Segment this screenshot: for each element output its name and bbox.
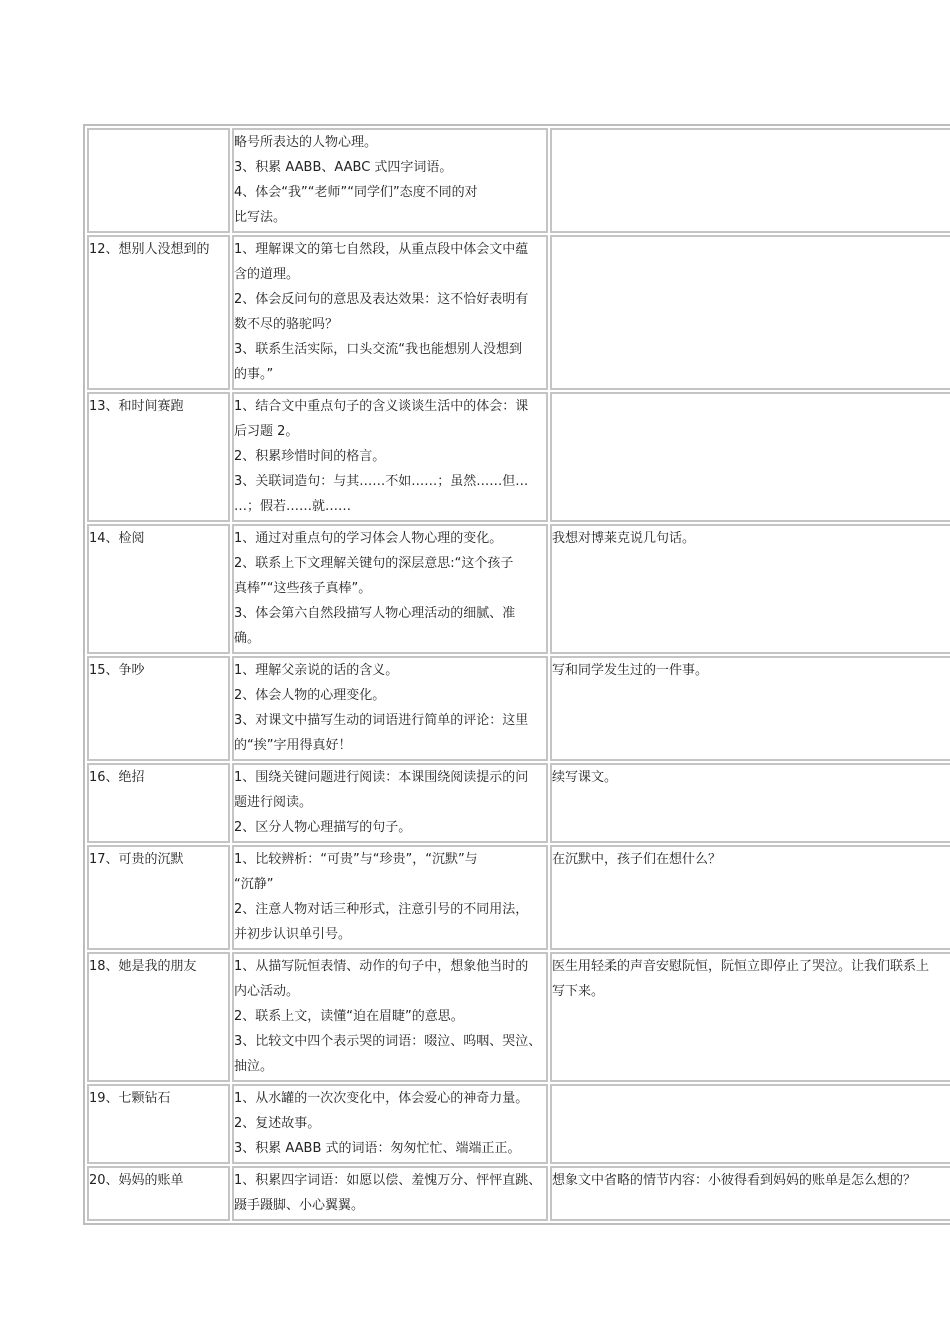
goal-line: 数不尽的骆驼吗？ — [234, 317, 339, 332]
learning-goals-cell — [232, 952, 548, 1082]
goal-line: 1、围绕关键问题进行阅读：本课围绕阅读提示的问 — [234, 770, 529, 785]
lesson-title-cell — [87, 952, 230, 1082]
goal-line: 2、联系上文，读懂“迫在眉睫”的意思。 — [234, 1009, 464, 1024]
lesson-title: 20、妈妈的账单 — [89, 1173, 184, 1188]
goal-line: 略号所表达的人物心理。 — [234, 135, 378, 150]
lesson-title: 15、争吵 — [89, 663, 145, 678]
writing-task-cell — [550, 1166, 950, 1221]
goal-line: 1、理解课文的第七自然段，从重点段中体会文中蕴 — [234, 242, 529, 257]
goal-line: …；假若……就…… — [234, 499, 352, 514]
learning-goals-cell — [232, 1084, 548, 1164]
lesson-title-cell — [87, 128, 230, 233]
lesson-title: 19、七颗钻石 — [89, 1091, 171, 1106]
goal-line: 1、结合文中重点句子的含义谈谈生活中的体会：课 — [234, 399, 529, 414]
goal-line: 4、体会“我”“老师”“同学们”态度不同的对 — [234, 185, 478, 200]
goal-line: 3、体会第六自然段描写人物心理活动的细腻、准 — [234, 606, 516, 621]
goal-line: 1、从描写阮恒表情、动作的句子中，想象他当时的 — [234, 959, 529, 974]
writing-task-cell — [550, 763, 950, 843]
lesson-title: 18、她是我的朋友 — [89, 959, 197, 974]
goal-line: 含的道理。 — [234, 267, 300, 282]
goal-line: 1、积累四字词语：如愿以偿、羞愧万分、怦怦直跳、 — [234, 1173, 542, 1188]
table-row — [87, 128, 950, 233]
goal-line: “沉静” — [234, 877, 274, 892]
lesson-title-cell — [87, 763, 230, 843]
lesson-title-cell — [87, 845, 230, 950]
learning-goals-cell — [232, 524, 548, 654]
writing-task-cell — [550, 128, 950, 233]
learning-goals-cell — [232, 235, 548, 390]
goal-line: 内心活动。 — [234, 984, 300, 999]
lesson-title-cell — [87, 235, 230, 390]
goal-line: 2、区分人物心理描写的句子。 — [234, 820, 412, 835]
task-line: 写和同学发生过的一件事。 — [552, 663, 709, 678]
learning-goals-cell — [232, 763, 548, 843]
table-body — [87, 128, 950, 1221]
writing-task-cell — [550, 524, 950, 654]
goal-line: 3、关联词造句：与其……不如……；虽然……但… — [234, 474, 529, 489]
goal-line: 1、比较辨析：“可贵”与“珍贵”，“沉默”与 — [234, 852, 478, 867]
table-row — [87, 952, 950, 1082]
lesson-title: 16、绝招 — [89, 770, 145, 785]
table-row — [87, 392, 950, 522]
task-line: 我想对博莱克说几句话。 — [552, 531, 696, 546]
writing-task-cell — [550, 952, 950, 1082]
lesson-title-cell — [87, 392, 230, 522]
lesson-title-cell — [87, 656, 230, 761]
goal-line: 3、积累 AABB 式的词语：匆匆忙忙、端端正正。 — [234, 1141, 521, 1156]
writing-task-cell — [550, 235, 950, 390]
writing-task-cell — [550, 1084, 950, 1164]
lesson-title: 13、和时间赛跑 — [89, 399, 184, 414]
goal-line: 真棒”“这些孩子真棒”。 — [234, 581, 372, 596]
task-line: 在沉默中，孩子们在想什么？ — [552, 852, 722, 867]
table-row — [87, 763, 950, 843]
task-line: 续写课文。 — [552, 770, 618, 785]
goal-line: 的“挨”字用得真好！ — [234, 738, 352, 753]
learning-goals-cell — [232, 392, 548, 522]
learning-goals-cell — [232, 845, 548, 950]
table-row — [87, 656, 950, 761]
table-row — [87, 524, 950, 654]
lesson-title: 12、想别人没想到的 — [89, 242, 210, 257]
task-line: 写下来。 — [552, 984, 605, 999]
goal-line: 3、积累 AABB、AABC 式四字词语。 — [234, 160, 453, 175]
goal-line: 比写法。 — [234, 210, 287, 225]
learning-goals-cell — [232, 1166, 548, 1221]
lesson-title: 17、可贵的沉默 — [89, 852, 184, 867]
goal-line: 1、理解父亲说的话的含义。 — [234, 663, 399, 678]
goal-line: 的事。” — [234, 367, 274, 382]
goal-line: 3、对课文中描写生动的词语进行简单的评论：这里 — [234, 713, 529, 728]
lesson-title-cell — [87, 524, 230, 654]
lesson-title: 14、检阅 — [89, 531, 145, 546]
goal-line: 1、通过对重点句的学习体会人物心理的变化。 — [234, 531, 503, 546]
goal-line: 1、从水罐的一次次变化中，体会爱心的神奇力量。 — [234, 1091, 529, 1106]
goal-line: 2、复述故事。 — [234, 1116, 321, 1131]
lesson-title-cell — [87, 1166, 230, 1221]
learning-goals-cell — [232, 656, 548, 761]
goal-line: 3、联系生活实际，口头交流“我也能想别人没想到 — [234, 342, 523, 357]
writing-task-cell — [550, 392, 950, 522]
goal-line: 抽泣。 — [234, 1059, 274, 1074]
goal-line: 题进行阅读。 — [234, 795, 313, 810]
lesson-plan-table — [83, 124, 950, 1225]
goal-line: 并初步认识单引号。 — [234, 927, 352, 942]
goal-line: 后习题 2。 — [234, 424, 299, 439]
goal-line: 3、比较文中四个表示哭的词语：啜泣、呜咽、哭泣、 — [234, 1034, 542, 1049]
writing-task-cell — [550, 845, 950, 950]
goal-line: 2、体会人物的心理变化。 — [234, 688, 386, 703]
goal-line: 2、积累珍惜时间的格言。 — [234, 449, 386, 464]
table-row — [87, 1166, 950, 1221]
task-line: 想象文中省略的情节内容：小彼得看到妈妈的账单是怎么想的？ — [552, 1173, 917, 1188]
goal-line: 确。 — [234, 631, 261, 646]
table-row — [87, 845, 950, 950]
table-row — [87, 1084, 950, 1164]
goal-line: 2、体会反问句的意思及表达效果：这不恰好表明有 — [234, 292, 529, 307]
lesson-title-cell — [87, 1084, 230, 1164]
goal-line: 2、联系上下文理解关键句的深层意思:“这个孩子 — [234, 556, 514, 571]
goal-line: 2、注意人物对话三种形式，注意引号的不同用法， — [234, 902, 529, 917]
learning-goals-cell — [232, 128, 548, 233]
writing-task-cell — [550, 656, 950, 761]
goal-line: 蹑手蹑脚、小心翼翼。 — [234, 1198, 365, 1213]
table-row — [87, 235, 950, 390]
task-line: 医生用轻柔的声音安慰阮恒，阮恒立即停止了哭泣。让我们联系上 — [552, 959, 930, 974]
